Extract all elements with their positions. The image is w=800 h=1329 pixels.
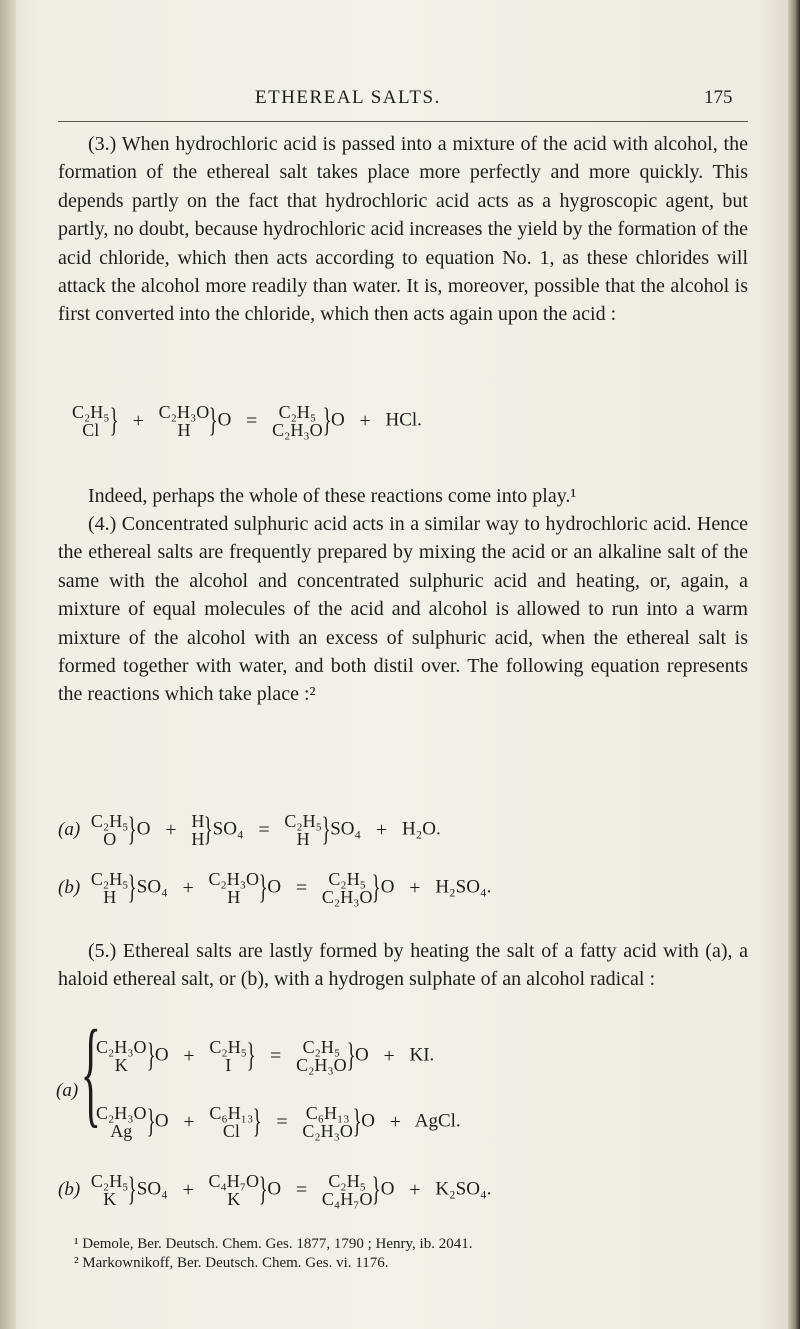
equation-chloride: C₂H₅ Cl } + C₂H₃O H }O = C₂H₅ C₂H₃O }O + HCl. (72, 402, 422, 440)
equation-5b: (b) C₂H₅ K }SO₄ + C₄H₇O K }O = C₂H₅ C₄H₇O }O + K₂SO₄. (58, 1171, 492, 1209)
header-rule (58, 121, 748, 122)
paragraph-4 (58, 510, 748, 709)
page-number: 175 (704, 87, 733, 108)
footnote-1: ¹ Demole, Ber. Deutsch. Chem. Ges. 1877, 1790 ; Henry, ib. 2041. (74, 1236, 473, 1252)
equation-b: (b) C₂H₅ H }SO₄ + C₂H₃O H }O = C₂H₅ C₂H₃O }O + H₂SO₄. (58, 869, 492, 907)
group-brace: { (80, 1005, 101, 1138)
eq-term: C₂H₃O H (158, 402, 210, 440)
paragraph-3 (58, 130, 748, 329)
paragraph-text: (5.) Ethereal salts are lastly formed by heating the salt of a fatty acid with (a), a haloid ethereal salt, or (b), with a hydrogen sulphate of an alcohol radical : (58, 940, 748, 991)
paragraph-text: (3.) When hydrochloric acid is passed into a mixture of the acid with alcohol, the formation of the ethereal salt takes place more perfectly and more quickly. This depends partly on the fact that hydrochloric acid acts as a hygroscopic agent, but partly, no doubt, because hydrochloric acid increases the yield by the formation of the acid chloride, which then acts according to equation No. 1, as these chlorides will attack the alcohol more readily than water. It is, moreover, possible that the alcohol is first converted into the chloride, which then acts again upon the acid : (58, 133, 748, 326)
page-gutter (0, 0, 16, 1329)
equation-5a-2: C₂H₃O Ag }O + C₆H₁₃ Cl } = C₆H₁₃ C₂H₃O }O + AgCl. (96, 1103, 461, 1141)
page-edge (788, 0, 800, 1329)
paragraph-indeed (58, 482, 748, 510)
paragraph-5 (58, 937, 748, 994)
eq-term: C₂H₅ C₂H₃O (272, 402, 323, 440)
eq-term: C₂H₅ Cl (72, 402, 110, 440)
footnote-2: ² Markownikoff, Ber. Deutsch. Chem. Ges. vi. 1176. (74, 1255, 389, 1271)
paragraph-text: Indeed, perhaps the whole of these reactions come into play.¹ (88, 485, 577, 507)
running-header (0, 87, 800, 117)
group-label-a: (a) (56, 1080, 79, 1101)
running-title: ETHEREAL SALTS. (255, 87, 441, 108)
equation-a: (a) C₂H₅ O }O + H H }SO₄ = C₂H₅ H }SO₄ + H₂O. (58, 811, 441, 849)
equation-5a-1: C₂H₃O K }O + C₂H₅ I } = C₂H₅ C₂H₃O }O + KI. (96, 1037, 435, 1075)
paragraph-text: (4.) Concentrated sulphuric acid acts in a similar way to hydrochloric acid. Hence the ethereal salts are frequently prepared by mixing the acid or an alkaline salt of the same with the alcohol and concentrated sulphuric acid and heating, or, again, a mixture of equal molecules of the acid and alcohol is allowed to run into a warm mixture of the alcohol with an excess of sulphuric acid, when the ethereal salt is formed together with water, and both distil over. The following equation represents the reactions which take place :² (58, 513, 748, 706)
